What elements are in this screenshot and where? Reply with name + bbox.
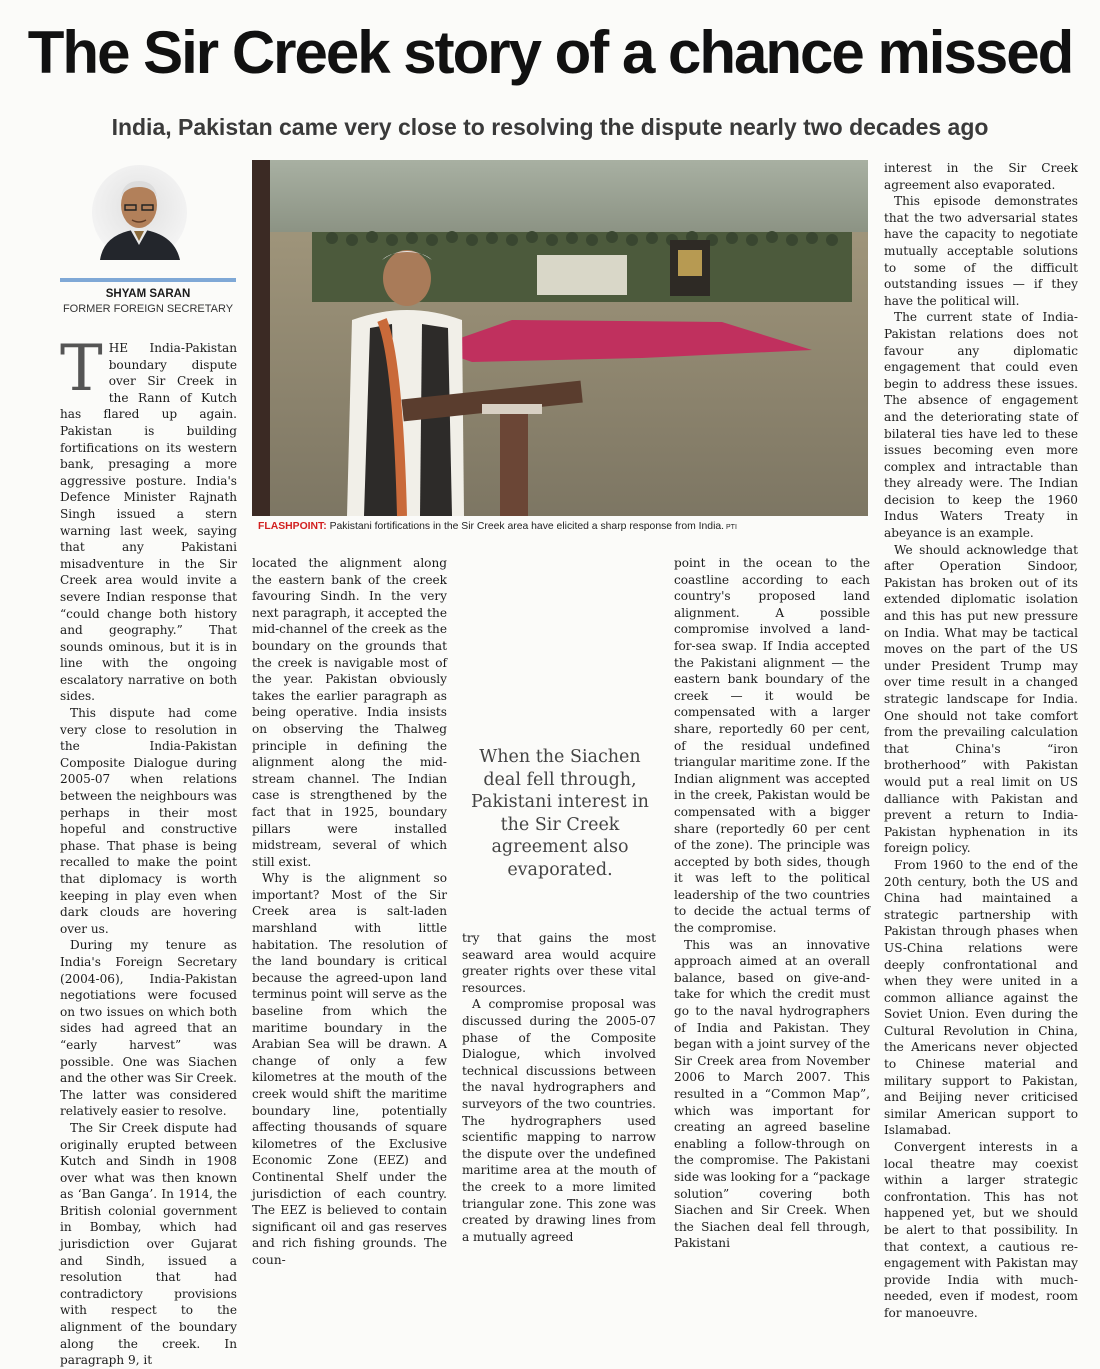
pull-quote: When the Siachen deal fell through, Pakistani interest in the Sir Creek agreement also evaporated. xyxy=(471,747,649,880)
caption-text: Pakistani fortifications in the Sir Creek area have elicited a sharp response from India. xyxy=(326,521,725,532)
paragraph: From 1960 to the end of the 20th century, both the US and China had maintained a strategic partnership with Pakistan through phases when US-China relations were deeply confrontational and when they were united in a common alliance against the Soviet Union. Even during the Cultural Revolution in China, the Americans never objected to Chinese material and military support to Pakistan, and Beijing never criticised similar American support to Islamabad. xyxy=(884,857,1078,1138)
paragraph: located the alignment along the eastern bank of the creek favouring Sindh. In the very next paragraph, it accepted the mid-channel of the creek as the boundary on the grounds that the creek is navigable most of the year. Pakistan obviously takes the earlier paragraph as being operative. India insists on observing the Thalweg principle in defining the alignment along the mid-stream channel. The Indian case is strengthened by the fact that in 1925, boundary pillars were installed midstream, several of which still exist. xyxy=(252,556,447,869)
author-name: SHYAM SARAN xyxy=(105,288,191,300)
paragraph: The Sir Creek dispute had originally erupted between Kutch and Sindh in 1908 over what was then known as ‘Ban Ganga’. In 1914, the British colonial government in Bombay, which had jurisdiction over Gujarat and Sindh, issued a resolution that had contradictory provisions with respect to the alignment of the boundary along the creek. In paragraph 9, it xyxy=(60,1120,237,1368)
paragraph: try that gains the most seaward area would acquire greater rights over these vital resources. xyxy=(462,931,656,995)
minister-speaking-photo xyxy=(252,160,868,516)
paragraph: This dispute had come very close to resolution in the India-Pakistan Composite Dialogue during 2005-07 when relations between the neighbours was perhaps in their most hopeful and constructive phase. That phase is being recalled to make the point that diplomacy is worth keeping in play even when dark clouds are hovering over us. xyxy=(60,706,237,936)
author-photo-illustration xyxy=(92,165,187,260)
column-3 xyxy=(462,930,656,1244)
article-photo xyxy=(252,160,868,516)
paragraph xyxy=(60,332,237,705)
author-portrait xyxy=(92,165,187,260)
paragraph: The current state of India-Pakistan relations does not favour any diplomatic engagement that could even begin to address these issues. The absence of engagement and the deteriorating state of bilateral ties have led to these issues becoming even more complex and intractable than they already were. The Indian decision to keep the 1960 Indus Waters Treaty in abeyance is an example. xyxy=(884,310,1078,541)
paragraph: This was an innovative approach aimed at an overall balance, based on give-and-take for which the credit must go to the naval hydrographers of India and Pakistan. They began with a joint survey of the Sir Creek area from November 2006 to March 2007. This resulted in a “Common Map”, which was important for creating an agreed baseline enabling a follow-through on the compromise. The Pakistani side was looking for a “package solution” covering both Siachen and Sir Creek. When the Siachen deal fell through, Pakistani xyxy=(674,937,870,1251)
photo-caption xyxy=(258,521,868,532)
paragraph-text: HE India-Pakistan boundary dispute over Sir Creek in the Rann of Kutch has flared up again. Pakistan is building fortifications on its western bank, presaging a more aggressive posture. India's Defence Minister Rajnath Singh issued a stern warning last week, saying that any Pakistani misadventure in the Sir Creek area would invite a severe Indian response that “could change both history and geography.” That sounds ominous, but it is in line with the ongoing escalatory narrative on both sides. xyxy=(60,341,237,704)
column-5 xyxy=(884,160,1078,1320)
paragraph: point in the ocean to the coastline according to each country's proposed land alignment. A possible compromise involved a land-for-sea swap. If India accepted the Pakistani alignment — the eastern bank boundary of the creek — it would be compensated with a larger share, reportedly 60 per cent, of the residual undefined triangular maritime zone. If the Indian alignment was accepted in the creek, Pakistan would be compensated with a bigger share (reportedly 60 per cent of the zone). The principle was accepted by both sides, though it was left to the political leadership of the two countries to decide the actual terms of the compromise. xyxy=(674,556,870,936)
paragraph: This episode demonstrates that the two adversarial states have the capacity to negotiate mutually acceptable solutions to some of the difficult outstanding issues — if they have the political will. xyxy=(884,194,1078,308)
author-role: FORMER FOREIGN SECRETARY xyxy=(62,303,234,315)
caption-label: FLASHPOINT: xyxy=(258,521,327,532)
paragraph: During my tenure as India's Foreign Secretary (2004-06), India-Pakistan negotiations were focused on two issues on which both sides had agreed that an “early harvest” was possible. One was Siachen and the other was Sir Creek. The latter was considered relatively easier to resolve. xyxy=(60,938,237,1119)
paragraph: We should acknowledge that after Operation Sindoor, Pakistan has broken out of its extended diplomatic isolation and this has put new pressure on India. What may be tactical moves on the part of the US under President Trump may over time result in a changed strategic landscape for India. One should not take comfort from the prevailing calculation that China's “iron brotherhood” with Pakistan would put a real limit on US dalliance with Pakistan and prevent a return to India-Pakistan hyphenation in its foreign policy. xyxy=(884,542,1078,856)
byline-rule xyxy=(60,278,236,282)
headline: The Sir Creek story of a chance missed xyxy=(27,19,1073,86)
paragraph: Convergent interests in a local theatre may coexist within a larger strategic confrontation. This has not happened yet, but we should be alert to that possibility. In that context, a cautious re-engagement with Pakistan may provide India with much-needed, even if modest, room for manoeuvre. xyxy=(884,1140,1078,1320)
photo-credit: PTI xyxy=(724,524,737,531)
column-1 xyxy=(60,332,237,1368)
paragraph: interest in the Sir Creek agreement also evaporated. xyxy=(884,161,1078,192)
drop-cap: T xyxy=(60,332,103,406)
paragraph: A compromise proposal was discussed during the 2005-07 phase of the Composite Dialogue, which involved technical discussions between the naval hydrographers and surveyors of the two countries. The hydrographers used scientific mapping to narrow the dispute over the undefined maritime area at the mouth of the creek to a more limited triangular zone. This zone was created by drawing lines from a mutually agreed xyxy=(462,997,656,1244)
column-2 xyxy=(252,555,447,1267)
column-4 xyxy=(674,555,870,1251)
subheadline: India, Pakistan came very close to resolving the dispute nearly two decades ago xyxy=(111,114,989,140)
paragraph: Why is the alignment so important? Most of the Sir Creek area is salt-laden marshland with little habitation. The resolution of the land boundary is critical because the agreed-upon land terminus point will serve as the baseline from which the maritime boundary in the Arabian Sea will be drawn. A change of only a few kilometres at the mouth of the creek would shift the maritime boundary line, potentially affecting thousands of square kilometres of the Exclusive Economic Zone (EEZ) and Continental Shelf under the jurisdiction of each country. The EEZ is believed to contain significant oil and gas reserves and rich fishing grounds. The coun- xyxy=(252,871,447,1267)
